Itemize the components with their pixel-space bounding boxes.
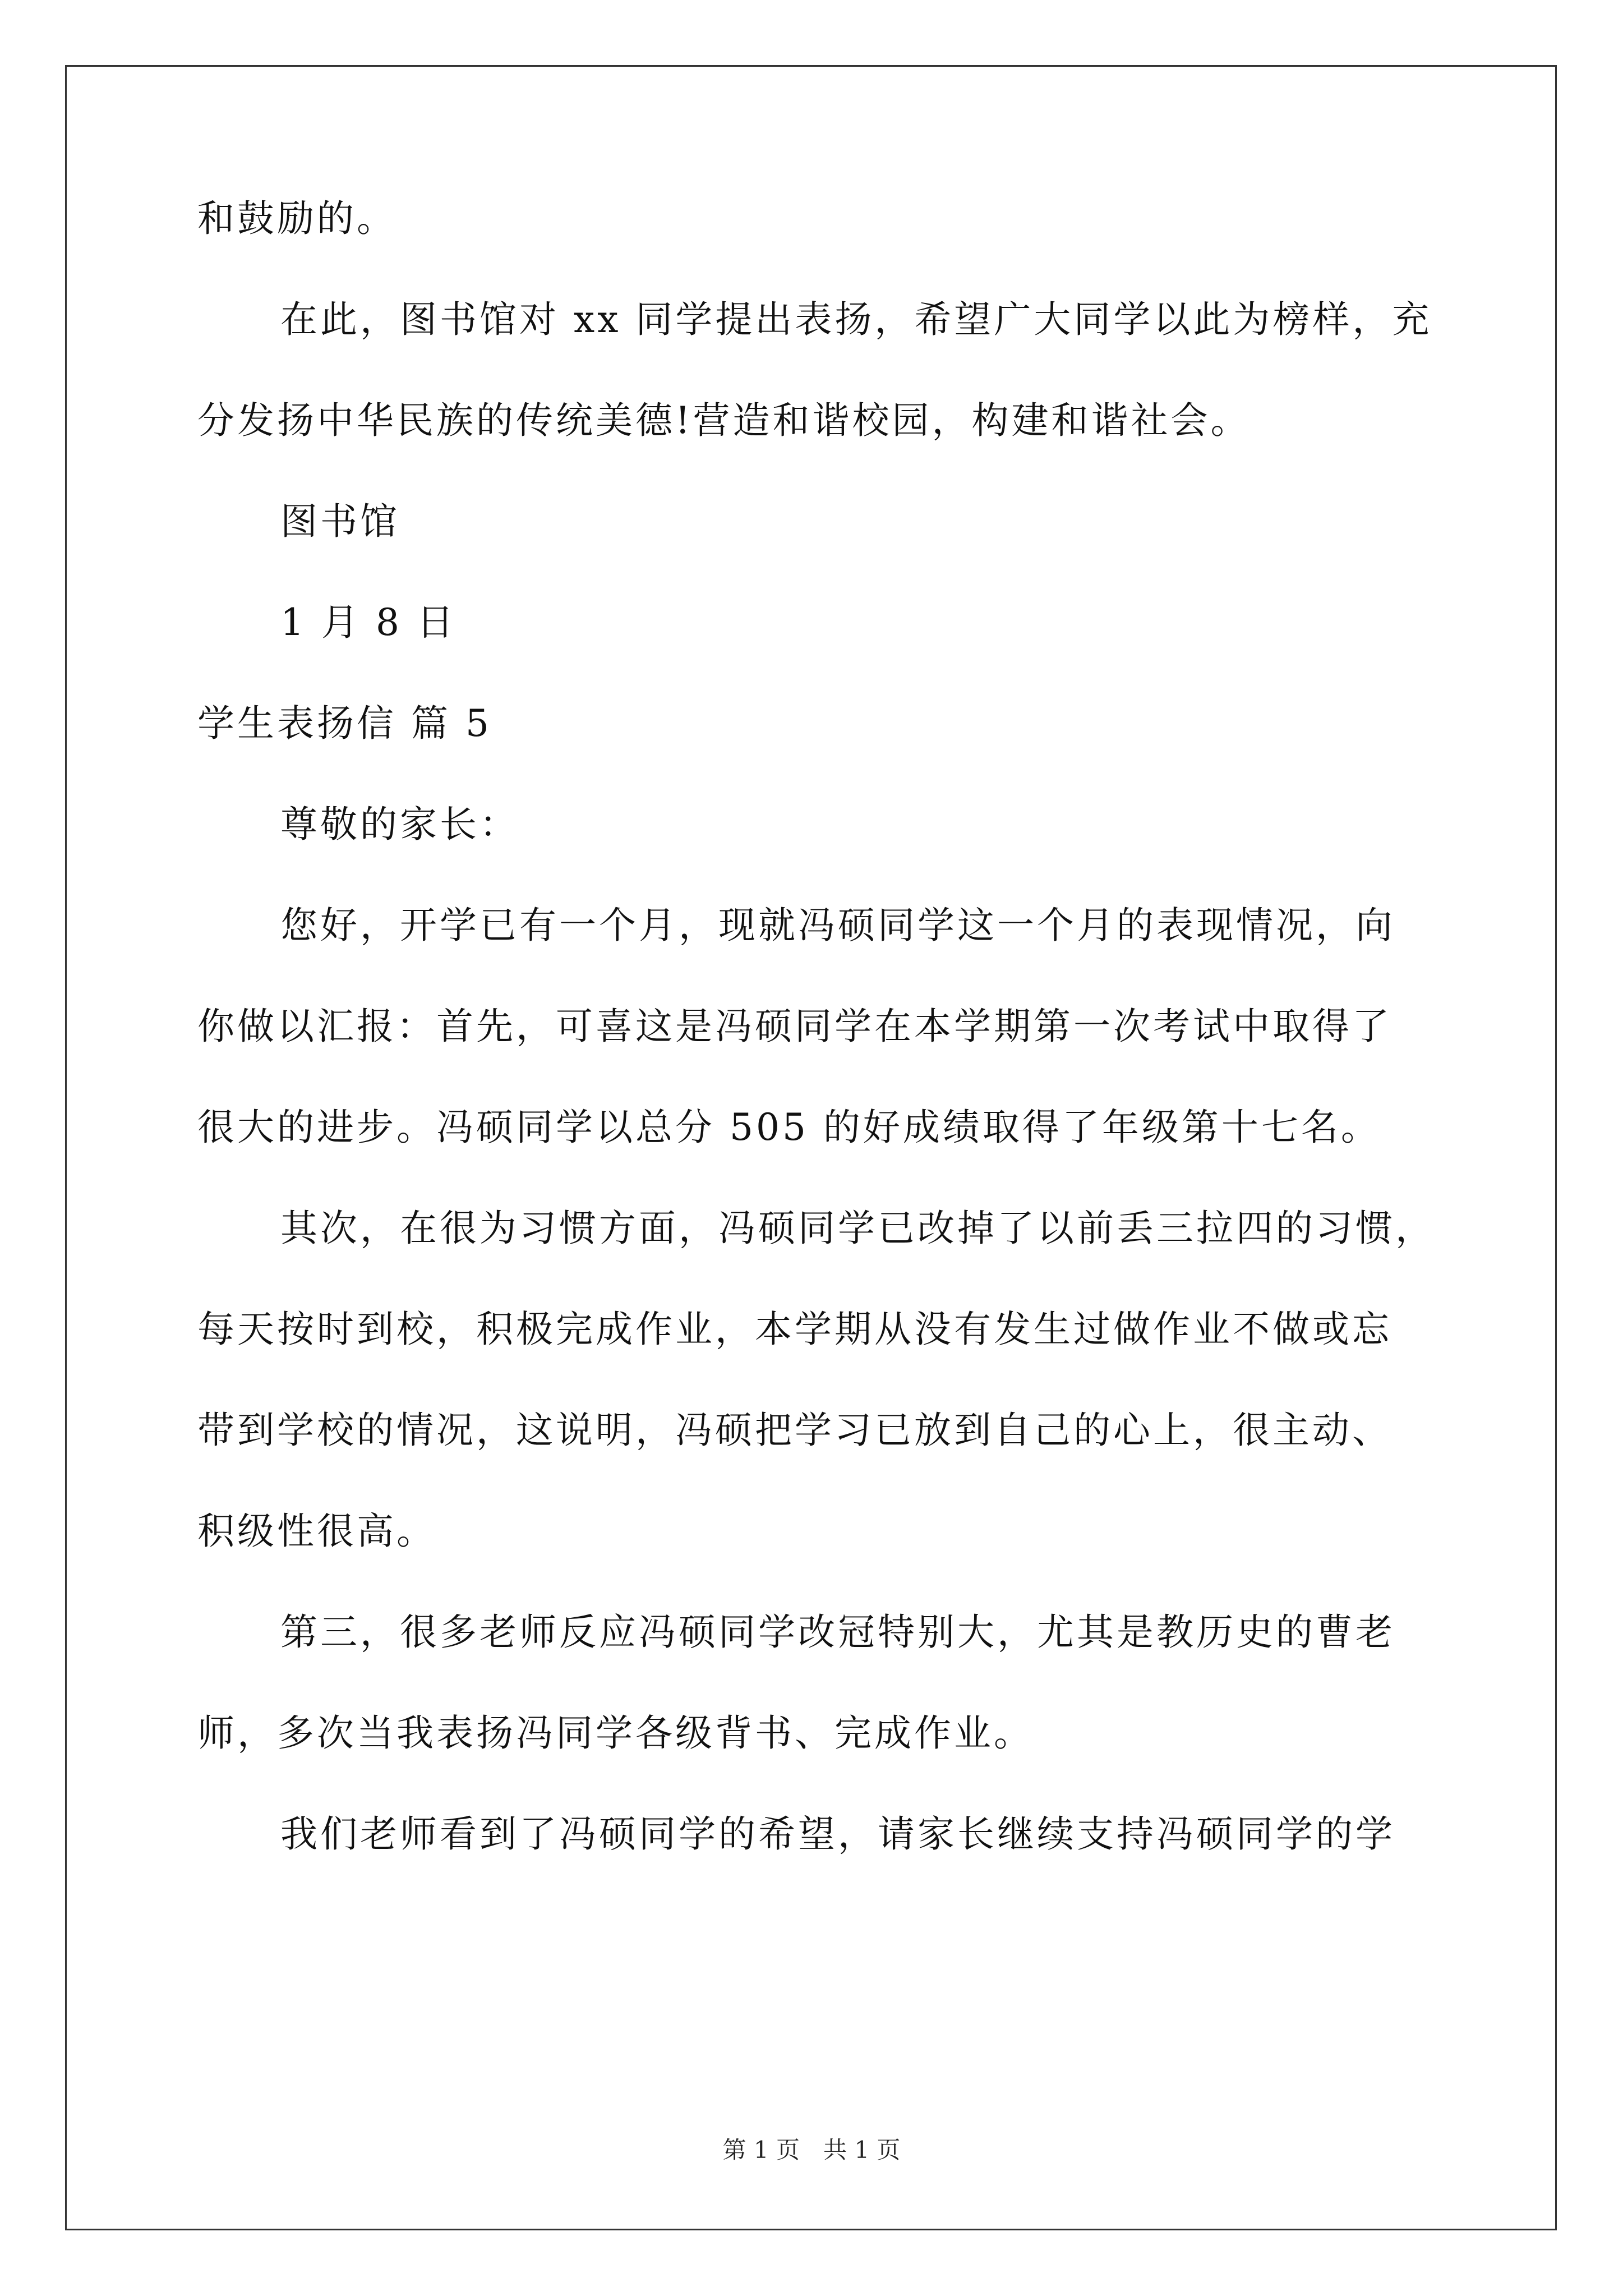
text-line: 分发扬中华民族的传统美德!营造和谐校园，构建和谐社会。 bbox=[197, 399, 1251, 442]
salutation: 尊敬的家长： bbox=[280, 803, 519, 846]
paragraph-line: 第三，很多老师反应冯硕同学改冠特别大，尤其是教历史的曹老 bbox=[280, 1611, 1395, 1654]
paragraph-line: 其次，在很为习惯方面，冯硕同学已改掉了以前丢三拉四的习惯， bbox=[280, 1207, 1435, 1250]
paragraph-line: 在此，图书馆对 xx 同学提出表扬，希望广大同学以此为榜样，充 bbox=[280, 298, 1432, 341]
text-line: 你做以汇报：首先，可喜这是冯硕同学在本学期第一次考试中取得了 bbox=[197, 1005, 1392, 1048]
page-footer: 第 1 页 共 1 页 bbox=[722, 2136, 901, 2164]
text-line: 和鼓励的。 bbox=[197, 197, 396, 240]
paragraph-line: 您好，开学已有一个月，现就冯硕同学这一个月的表现情况，向 bbox=[280, 904, 1395, 947]
signature-date: 1 月 8 日 bbox=[280, 601, 457, 644]
text-line: 每天按时到校，积极完成作业，本学期从没有发生过做作业不做或忘 bbox=[197, 1308, 1392, 1351]
section-heading: 学生表扬信 篇 5 bbox=[197, 702, 492, 745]
paragraph-line: 我们老师看到了冯硕同学的希望，请家长继续支持冯硕同学的学 bbox=[280, 1812, 1395, 1856]
text-line: 带到学校的情况，这说明，冯硕把学习已放到自己的心上，很主动、 bbox=[197, 1409, 1392, 1452]
text-line: 师，多次当我表扬冯同学各级背书、完成作业。 bbox=[197, 1711, 1034, 1755]
text-line: 积级性很高。 bbox=[197, 1510, 436, 1553]
text-line: 很大的进步。冯硕同学以总分 505 的好成绩取得了年级第十七名。 bbox=[197, 1106, 1381, 1149]
signature-organization: 图书馆 bbox=[280, 500, 400, 543]
